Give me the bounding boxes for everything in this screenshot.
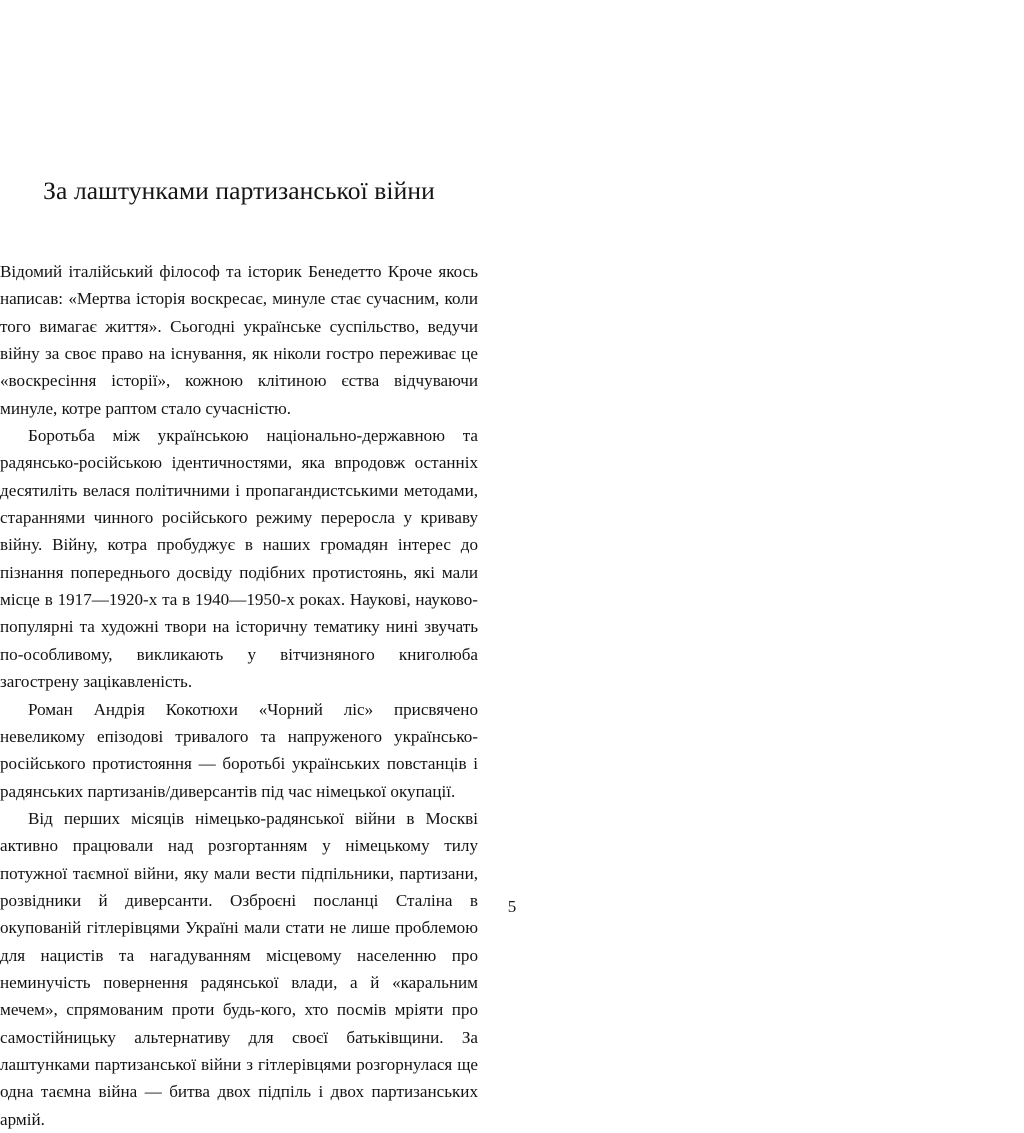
paragraph-2: Боротьба між українською національно-державною та радянсько-російською ідентичностями, яка впродовж останніх десятиліть велася політичними і пропагандистськими методами, стараннями чинного російського режиму переросла у криваву війну. Війну, котра пробуджує в наших громадян інтерес до пізнання попереднього досвіду подібних протистоянь, які мали місце в 1917—1920-х та в 1940—1950-х роках. Наукові, науково-популярні та художні твори на історичну тематику нині звучать по-особливому, викликають у вітчизняного книголюба загострену зацікавленість. (0, 426, 478, 692)
paragraph-3: Роман Андрія Кокотюхи «Чорний ліс» присвячено невеликому епізодові тривалого та напруженого українсько-російського протистояння — боротьбі українських повстанців і радянських партизанів/диверсантів під час німецької окупації. (0, 699, 478, 801)
page-number: 5 (507, 897, 517, 916)
body-text-block (0, 258, 478, 1133)
paragraph-1: Відомий італійський філософ та історик Бенедетто Кроче якось написав: «Мертва історія воскресає, минуле стає сучасним, коли того вимагає життя». Сьогодні українське суспільство, ведучи війну за своє право на існування, як ніколи гостро переживає це «воскресіння історії», кожною клітиною єства відчуваючи минуле, котре раптом стало сучасністю. (0, 262, 478, 418)
paragraph-4: Від перших місяців німецько-радянської війни в Москві активно працювали над розгортанням у німецькому тилу потужної таємної війни, яку мали вести підпільники, партизани, розвідники й диверсанти. Озброєні посланці Сталіна в окупованій гітлерівцями Україні мали стати не лише проблемою для нацистів та нагадуванням місцевому населенню про неминучість повернення радянської влади, а й «каральним мечем», спрямованим проти будь-кого, хто посмів мріяти про самостійницьку альтернативу для своєї батьківщини. За лаштунками партизанської війни з гітлерівцями розгорнулася ще одна таємна війна — битва двох підпіль і двох партизанських армій. (0, 808, 478, 1129)
chapter-title: За лаштунками партизанської війни (43, 176, 435, 205)
